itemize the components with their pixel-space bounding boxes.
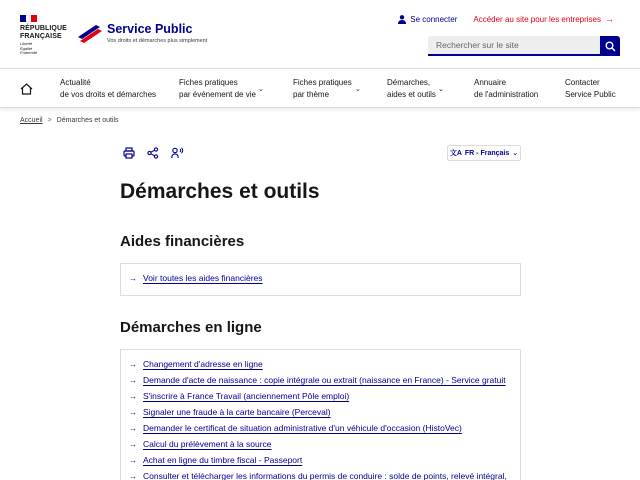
header-quick-links bbox=[398, 14, 614, 24]
home-icon bbox=[20, 83, 33, 95]
print-icon bbox=[123, 147, 135, 159]
list-item[interactable] bbox=[121, 388, 520, 404]
arrow-right-icon: → bbox=[129, 439, 137, 449]
arrow-right-icon: → bbox=[129, 455, 137, 465]
list-item[interactable] bbox=[121, 404, 520, 420]
aides-links-box bbox=[120, 263, 521, 296]
search-bar bbox=[428, 36, 620, 56]
nav-item-contacter[interactable]: Contacter Service Public bbox=[565, 78, 616, 99]
nav-item-demarches[interactable]: Démarches, aides et outils bbox=[387, 78, 436, 99]
link-text[interactable]: Calcul du prélèvement à la source bbox=[143, 439, 272, 449]
link-text[interactable]: Changement d'adresse en ligne bbox=[143, 359, 263, 369]
breadcrumb-home-link[interactable]: Accueil bbox=[20, 117, 43, 124]
arrow-right-icon: → bbox=[129, 375, 137, 385]
chevron-down-icon: ⌄ bbox=[355, 86, 361, 93]
nav-item-evenement-de-vie[interactable]: Fiches pratiques par événement de vie bbox=[179, 78, 256, 99]
list-item[interactable] bbox=[121, 270, 520, 286]
chevron-down-icon: ⌄ bbox=[438, 86, 444, 93]
republic-name: RÉPUBLIQUE FRANÇAISE bbox=[20, 25, 67, 40]
search-icon bbox=[605, 41, 616, 52]
link-text[interactable]: Demande d'acte de naissance : copie intégrale ou extrait (naissance en France) - Service gratuit bbox=[143, 375, 506, 385]
arrow-right-icon: → bbox=[129, 423, 137, 433]
user-icon bbox=[398, 15, 406, 24]
french-flag-icon bbox=[20, 15, 37, 22]
print-button[interactable] bbox=[122, 146, 136, 160]
republic-motto: Liberté Égalité Fraternité bbox=[20, 41, 38, 55]
pro-site-link[interactable] bbox=[473, 14, 614, 24]
list-item[interactable] bbox=[121, 356, 520, 372]
site-title: Service Public bbox=[107, 22, 193, 36]
list-item[interactable] bbox=[121, 436, 520, 452]
nav-item-theme[interactable]: Fiches pratiques par thème bbox=[293, 78, 352, 99]
share-button[interactable] bbox=[146, 146, 160, 160]
listen-icon bbox=[171, 147, 184, 159]
demarches-links-box bbox=[120, 349, 521, 480]
listen-button[interactable] bbox=[170, 146, 184, 160]
chevron-down-icon: ⌄ bbox=[512, 150, 519, 157]
share-icon bbox=[147, 147, 159, 159]
list-item[interactable] bbox=[121, 468, 520, 480]
link-text[interactable]: Voir toutes les aides financières bbox=[143, 273, 263, 283]
arrow-right-icon: → bbox=[605, 14, 614, 24]
translate-icon: 文A bbox=[449, 150, 462, 157]
link-text[interactable]: Consulter et télécharger les informations du permis de conduire : solde de points, relevé intégral, bbox=[143, 471, 507, 480]
nav-home-button[interactable] bbox=[16, 79, 36, 99]
arrow-right-icon: → bbox=[129, 471, 137, 480]
list-item[interactable] bbox=[121, 420, 520, 436]
language-selector[interactable] bbox=[447, 145, 521, 161]
search-button[interactable] bbox=[600, 36, 620, 56]
language-label: FR - Français bbox=[464, 149, 510, 157]
list-item[interactable] bbox=[121, 372, 520, 388]
search-input[interactable] bbox=[428, 36, 600, 56]
chevron-right-icon: > bbox=[47, 117, 52, 124]
chevron-down-icon: ⌄ bbox=[258, 86, 264, 93]
arrow-right-icon: → bbox=[129, 407, 137, 417]
service-public-logo-icon bbox=[76, 23, 104, 43]
nav-item-actualite[interactable]: Actualité de vos droits et démarches bbox=[60, 78, 157, 99]
link-text[interactable]: S'inscrire à France Travail (anciennement Pôle emploi) bbox=[143, 391, 350, 401]
section-heading-aides: Aides financières bbox=[120, 233, 245, 250]
republique-francaise-logo[interactable] bbox=[20, 15, 70, 56]
login-link[interactable] bbox=[398, 15, 457, 24]
breadcrumb bbox=[20, 117, 119, 124]
arrow-right-icon: → bbox=[129, 359, 137, 369]
arrow-right-icon: → bbox=[129, 391, 137, 401]
list-item[interactable] bbox=[121, 452, 520, 468]
breadcrumb-current: Démarches et outils bbox=[56, 117, 119, 124]
service-public-brand[interactable] bbox=[76, 22, 226, 46]
link-text[interactable]: Demander le certificat de situation administrative d'un véhicule d'occasion (HistoVec) bbox=[143, 423, 462, 433]
site-header bbox=[0, 0, 640, 68]
site-tagline: Vos droits et démarches plus simplement bbox=[107, 38, 208, 44]
page-tools bbox=[122, 146, 184, 160]
arrow-right-icon: → bbox=[129, 273, 137, 283]
page-title: Démarches et outils bbox=[120, 180, 320, 203]
nav-item-annuaire[interactable]: Annuaire de l'administration bbox=[474, 78, 539, 99]
pro-site-label: Accéder au site pour les entreprises bbox=[473, 14, 601, 24]
section-heading-demarches: Démarches en ligne bbox=[120, 319, 262, 336]
link-text[interactable]: Achat en ligne du timbre fiscal - Passeport bbox=[143, 455, 303, 465]
login-label: Se connecter bbox=[410, 14, 458, 24]
main-navigation bbox=[0, 68, 640, 108]
link-text[interactable]: Signaler une fraude à la carte bancaire (Perceval) bbox=[143, 407, 331, 417]
